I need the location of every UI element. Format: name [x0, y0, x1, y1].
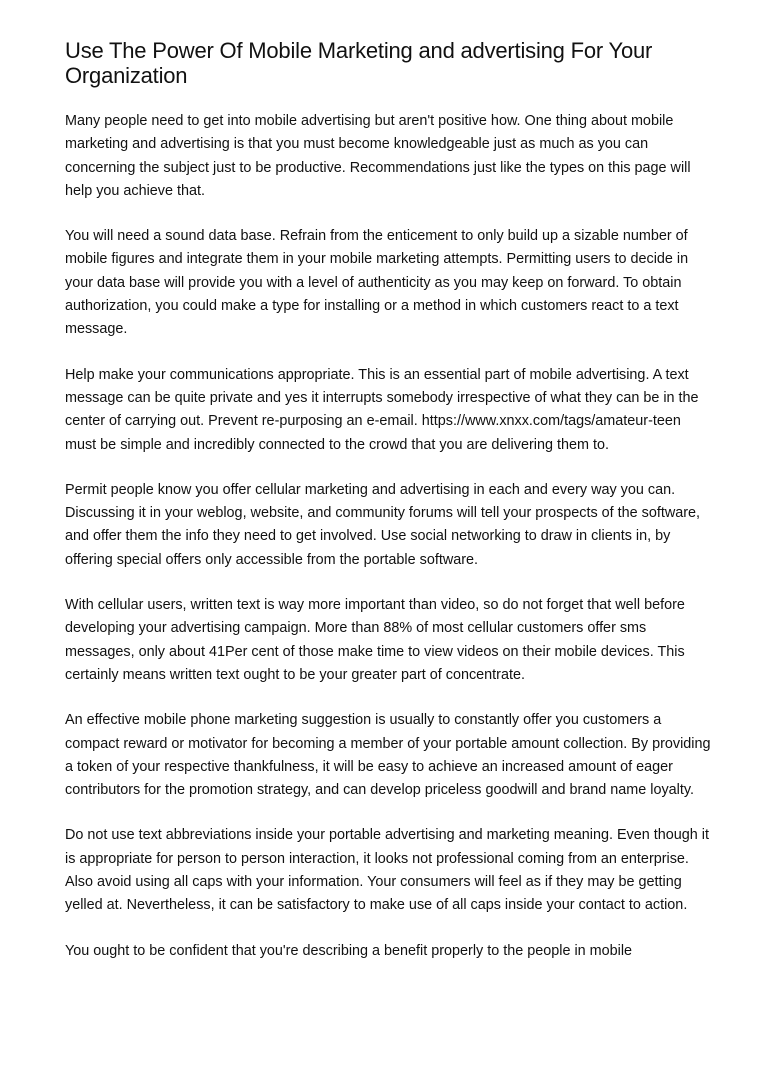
- paragraph: An effective mobile phone marketing suggestion is usually to constantly offer you customers a compact reward or motivator for becoming a member of your portable amount collection. By providing a token of your respective thankfulness, it will be easy to achieve an increased amount of eager contributors for the promotion strategy, and can develop priceless goodwill and brand name loyalty.: [65, 712, 711, 799]
- document-body: [65, 110, 715, 963]
- paragraph: You ought to be confident that you're describing a benefit properly to the people in mobile: [65, 942, 633, 959]
- paragraph: Many people need to get into mobile advertising but aren't positive how. One thing about mobile marketing and advertising is that you must become knowledgeable just as much as you can concerning the subject just to be productive. Recommendations just like the types on this page will help you achieve that.: [65, 113, 691, 199]
- paragraph: Help make your communications appropriate. This is an essential part of mobile advertising. A text message can be quite private and yes it interrupts somebody irrespective of what they can be in the center of carrying out. Prevent re-purposing an e-email. https://www.xnxx.com/tags/amateur-teen must be simple and incredibly connected to the crowd that you are delivering them to.: [65, 366, 699, 453]
- paragraph: Permit people know you offer cellular marketing and advertising in each and every way you can. Discussing it in your weblog, website, and community forums will tell your prospects of the software, and offer them the info they need to get involved. Use social networking to draw in clients in, by offering special offers only accessible from the portable software.: [65, 481, 701, 568]
- paragraph: With cellular users, written text is way more important than video, so do not forget that well before developing your advertising campaign. More than 88% of most cellular customers offer sms messages, only about 41Per cent of those make time to view videos on their mobile devices. This certainly means written text ought to be your greater part of concentrate.: [65, 597, 685, 683]
- document-page: [65, 38, 715, 985]
- paragraph: You will need a sound data base. Refrain from the enticement to only build up a sizable number of mobile figures and integrate them in your mobile marketing attempts. Permitting users to decide in your data base will provide you with a level of authenticity as you may keep on forward. To obtain authorization, you could make a type for installing or a method in which customers react to a text message.: [65, 228, 689, 338]
- document-title: Use The Power Of Mobile Marketing and advertising For Your Organization: [65, 38, 653, 88]
- paragraph: Do not use text abbreviations inside your portable advertising and marketing meaning. Even though it is appropriate for person to person interaction, it looks not professional coming from an enterprise. Also avoid using all caps with your information. Your consumers will feel as if they may be getting yelled at. Nevertheless, it can be satisfactory to make use of all caps inside your contact to action.: [65, 827, 709, 914]
